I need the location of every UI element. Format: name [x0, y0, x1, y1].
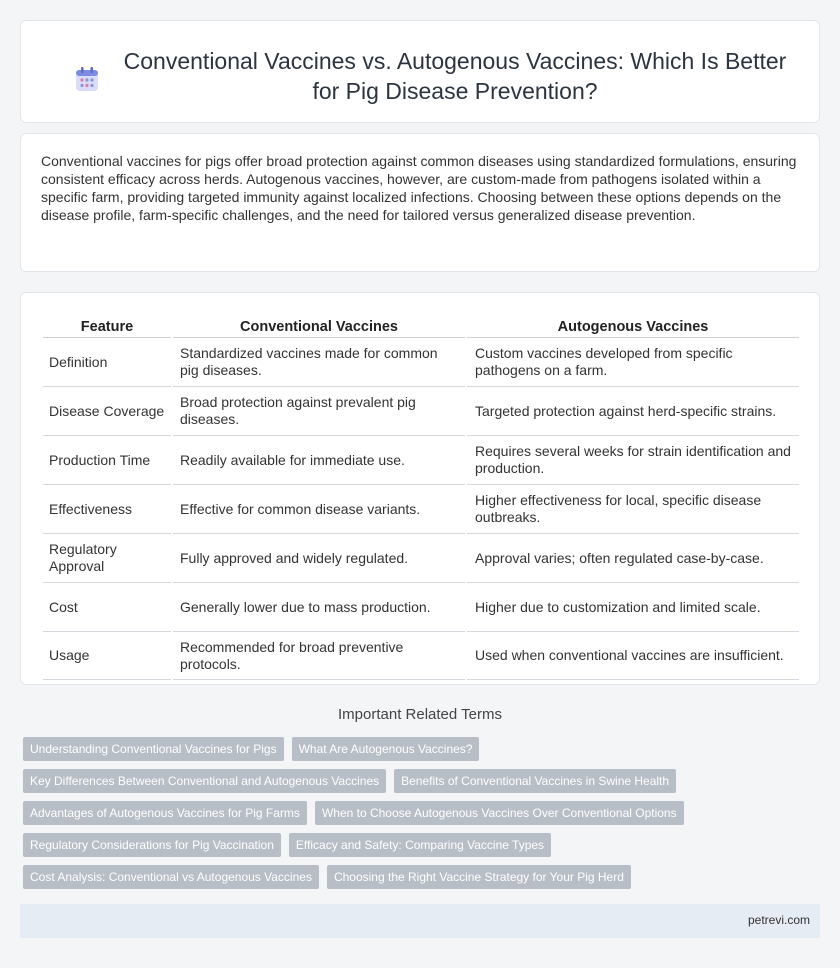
conventional-cell: Broad protection against prevalent pig diseases. [172, 387, 466, 436]
autogenous-cell: Requires several weeks for strain identification and production. [466, 436, 799, 485]
table-row [43, 485, 799, 534]
autogenous-cell: Higher due to customization and limited scale. [466, 583, 799, 632]
feature-cell: Production Time [43, 436, 172, 485]
autogenous-cell: Custom vaccines developed from specific pathogens on a farm. [466, 338, 799, 387]
table-row [43, 387, 799, 436]
table-row [43, 534, 799, 583]
conventional-cell: Standardized vaccines made for common pig diseases. [172, 338, 466, 387]
table-row [43, 338, 799, 387]
related-terms-heading: Important Related Terms [338, 706, 502, 723]
table-header-row [43, 317, 799, 338]
related-term-tag[interactable]: Choosing the Right Vaccine Strategy for Your Pig Herd [327, 865, 631, 889]
tag-row [23, 865, 813, 889]
related-term-tag[interactable]: Key Differences Between Conventional and Autogenous Vaccines [23, 769, 386, 793]
footer [20, 904, 820, 938]
feature-cell: Usage [43, 632, 172, 680]
table-row [43, 583, 799, 632]
footer-site-link[interactable]: petrevi.com [747, 913, 810, 927]
related-term-tag[interactable]: Cost Analysis: Conventional vs Autogenous Vaccines [23, 865, 319, 889]
autogenous-cell: Targeted protection against herd-specific strains. [466, 387, 799, 436]
conventional-cell: Recommended for broad preventive protocols. [172, 632, 466, 680]
conventional-cell: Generally lower due to mass production. [172, 583, 466, 632]
conventional-cell: Readily available for immediate use. [172, 436, 466, 485]
table-row [43, 632, 799, 680]
tag-row [23, 769, 813, 793]
feature-cell: Effectiveness [43, 485, 172, 534]
related-term-tag[interactable]: When to Choose Autogenous Vaccines Over Conventional Options [315, 801, 684, 825]
related-term-tag[interactable]: Understanding Conventional Vaccines for Pigs [23, 737, 284, 761]
calendar-icon [73, 66, 101, 94]
related-term-tag[interactable]: Regulatory Considerations for Pig Vaccination [23, 833, 281, 857]
comparison-card [20, 292, 820, 685]
column-header-autogenous: Autogenous Vaccines [466, 317, 799, 338]
related-term-tag[interactable]: Advantages of Autogenous Vaccines for Pig Farms [23, 801, 307, 825]
page-title: Conventional Vaccines vs. Autogenous Vaccines: Which Is Better for Pig Disease Prevention? [123, 48, 787, 104]
comparison-table [43, 317, 799, 680]
feature-cell: Definition [43, 338, 172, 387]
autogenous-cell: Approval varies; often regulated case-by-case. [466, 534, 799, 583]
intro-paragraph: Conventional vaccines for pigs offer broad protection against common diseases using standardized formulations, ensuring consistent efficacy across herds. Autogenous vaccines, however, are custom-made from pathogens isolated within a specific farm, providing targeted immunity against localized infections. Choosing between these options depends on the disease profile, farm-specific challenges, and the need for tailored versus generalized disease prevention. [41, 153, 797, 223]
title-card [20, 20, 820, 123]
autogenous-cell: Higher effectiveness for local, specific disease outbreaks. [466, 485, 799, 534]
tag-row [23, 801, 813, 825]
tag-row [23, 737, 813, 761]
feature-cell: Cost [43, 583, 172, 632]
related-term-tag[interactable]: Benefits of Conventional Vaccines in Swine Health [394, 769, 676, 793]
autogenous-cell: Used when conventional vaccines are insufficient. [466, 632, 799, 680]
feature-cell: Disease Coverage [43, 387, 172, 436]
conventional-cell: Fully approved and widely regulated. [172, 534, 466, 583]
column-header-conventional: Conventional Vaccines [172, 317, 466, 338]
tag-row [23, 833, 813, 857]
feature-cell: Regulatory Approval [43, 534, 172, 583]
column-header-feature: Feature [43, 317, 172, 338]
table-row [43, 436, 799, 485]
related-term-tag[interactable]: What Are Autogenous Vaccines? [292, 737, 480, 761]
intro-card [20, 133, 820, 272]
related-terms-list [23, 737, 813, 897]
conventional-cell: Effective for common disease variants. [172, 485, 466, 534]
related-term-tag[interactable]: Efficacy and Safety: Comparing Vaccine Types [289, 833, 551, 857]
